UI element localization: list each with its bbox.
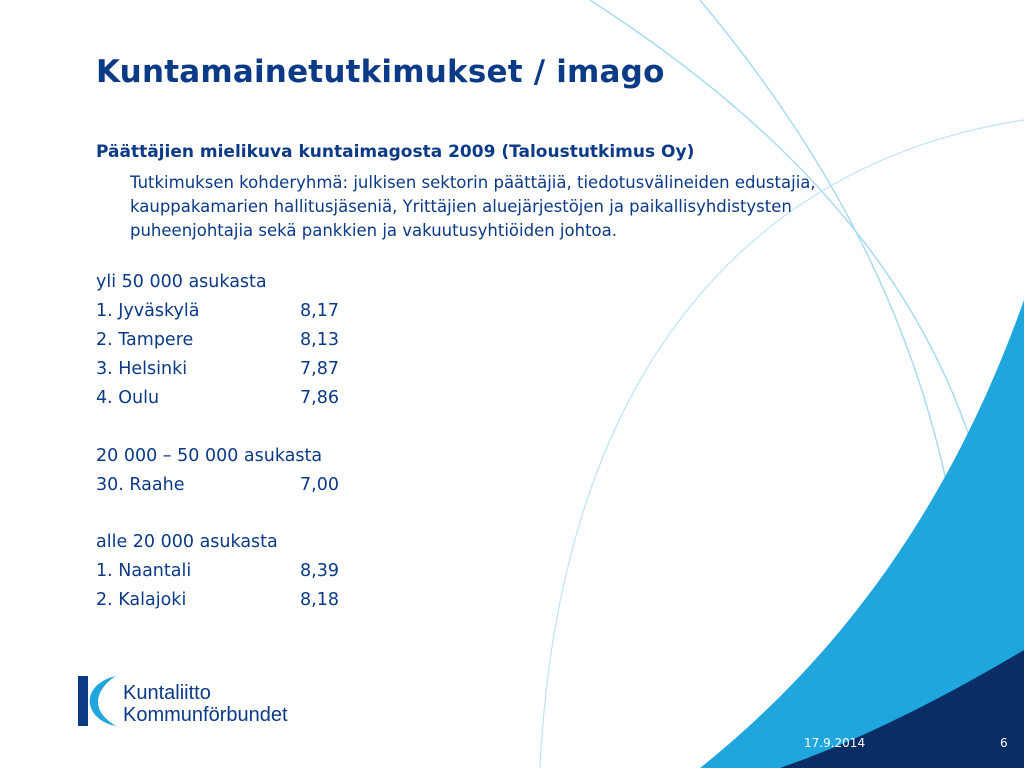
logo-line-1: Kuntaliitto (123, 682, 211, 704)
page-number: 6 (1000, 736, 1008, 750)
city-name: 4. Oulu (96, 388, 160, 408)
kuntaliitto-k-icon (76, 674, 120, 730)
city-score: 8,17 (300, 301, 339, 321)
slide-subtitle: Päättäjien mielikuva kuntaimagosta 2009 (Taloustutkimus Oy) (96, 142, 695, 162)
city-name: 1. Naantali (96, 561, 192, 581)
target-group-paragraph (130, 171, 990, 243)
city-score: 7,86 (300, 388, 339, 408)
paragraph-line: puheenjohtajia sekä pankkien ja vakuutusyhtiöiden johtoa. (130, 221, 617, 240)
city-score: 8,13 (300, 330, 339, 350)
city-score: 8,39 (300, 561, 339, 581)
paragraph-line: kauppakamarien hallitusjäseniä, Yrittäjien aluejärjestöjen ja paikallisyhdistysten (130, 197, 792, 216)
city-name: 1. Jyväskylä (96, 301, 200, 321)
city-name: 3. Helsinki (96, 359, 188, 379)
paragraph-line: Tutkimuksen kohderyhmä: julkisen sektorin päättäjiä, tiedotusvälineiden edustajia, (130, 173, 816, 192)
slide: Kuntamainetutkimukset / imago Päättäjien mielikuva kuntaimagosta 2009 (Taloustutkimus Oy) Tutkimuksen kohderyhmä: julkisen sektorin päättäjiä, tiedotusvälineiden edustajia, kauppakamarien hallitusjäseniä, Yrittäjien aluejärjestöjen ja paikallisyhdistysten puheenjohtajia sekä pankkien ja vakuutusyhtiöiden johtoa. yli 50 000 asukasta 1. Jyväskylä 8,17 2. Tampere 8,13 3. Helsinki 7,87 4. Oulu 7,86 20 000 – 50 000 asukasta 30. Raahe 7,00 alle 20 000 asukasta 1. Naantali 8,39 2. Kalajoki 8,18 Kuntaliitto Kommunförbundet 17.9.2014 6 (0, 0, 1024, 768)
city-score: 7,00 (300, 475, 339, 495)
logo-text (123, 682, 288, 726)
city-name: 2. Tampere (96, 330, 194, 350)
city-score: 8,18 (300, 590, 339, 610)
footer-date: 17.9.2014 (804, 736, 866, 750)
logo-line-2: Kommunförbundet (123, 704, 288, 726)
city-name: 30. Raahe (96, 475, 185, 495)
slide-title: Kuntamainetutkimukset / imago (96, 54, 665, 90)
kuntaliitto-logo (76, 674, 326, 730)
city-name: 2. Kalajoki (96, 590, 187, 610)
city-score: 7,87 (300, 359, 339, 379)
